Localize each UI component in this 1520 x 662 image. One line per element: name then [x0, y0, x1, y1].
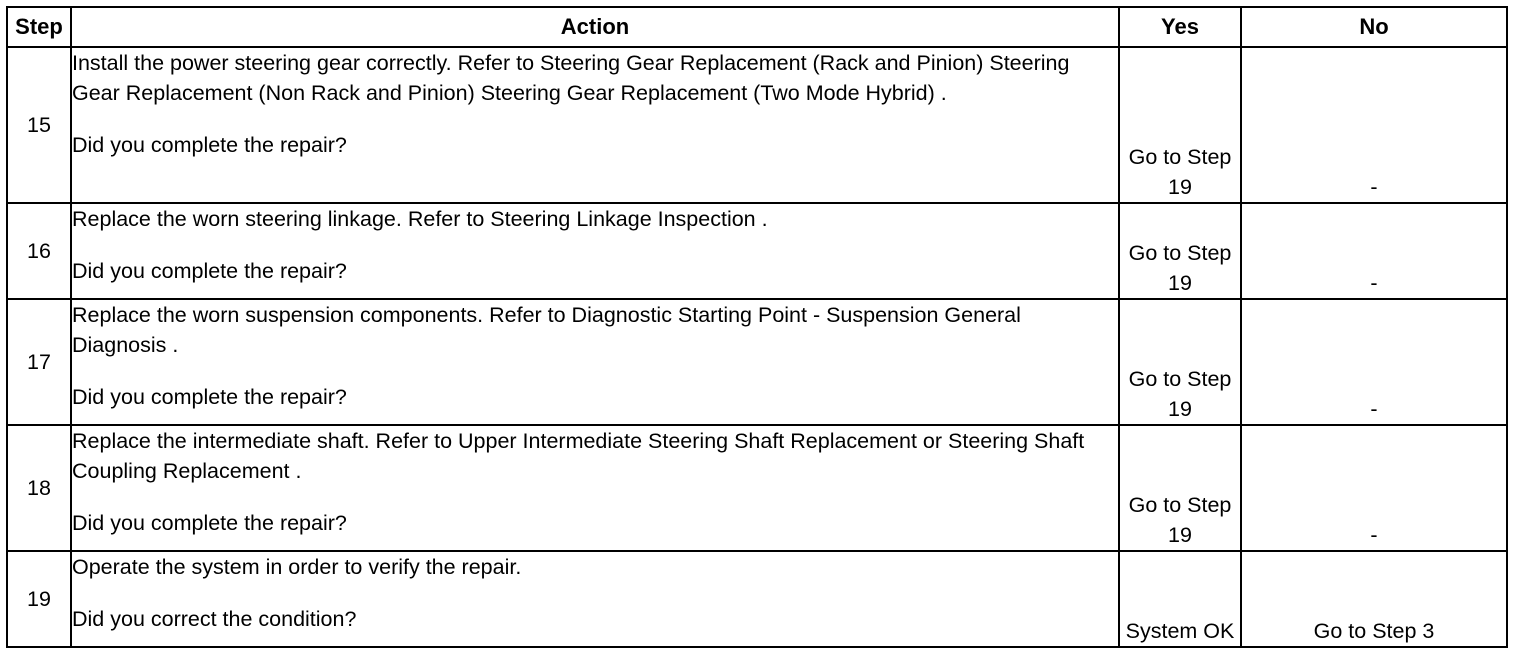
step-number: 16 [7, 203, 71, 299]
diagnostic-table [6, 6, 1508, 648]
no-result: - [1241, 203, 1507, 299]
yes-result: System OK [1119, 551, 1241, 647]
header-no: No [1241, 7, 1507, 47]
action-instruction: Install the power steering gear correctly. Refer to Steering Gear Replacement (Rack and Pinion) Steering Gear Replacement (Non Rack and Pinion) Steering Gear Replacement (Two Mode Hybrid) . [72, 51, 1070, 105]
header-yes: Yes [1119, 7, 1241, 47]
table-row [7, 299, 1507, 425]
action-cell [71, 551, 1119, 647]
step-number: 15 [7, 47, 71, 203]
action-question: Did you correct the condition? [72, 607, 357, 631]
step-number: 18 [7, 425, 71, 551]
action-cell [71, 47, 1119, 203]
no-result: Go to Step 3 [1241, 551, 1507, 647]
yes-result: Go to Step 19 [1119, 425, 1241, 551]
step-number: 17 [7, 299, 71, 425]
action-cell [71, 425, 1119, 551]
action-instruction: Replace the worn suspension components. Refer to Diagnostic Starting Point - Suspension General Diagnosis . [72, 303, 1021, 357]
action-instruction: Operate the system in order to verify the repair. [72, 555, 522, 579]
yes-result: Go to Step 19 [1119, 203, 1241, 299]
action-question: Did you complete the repair? [72, 133, 347, 157]
action-instruction: Replace the worn steering linkage. Refer to Steering Linkage Inspection . [72, 207, 768, 231]
yes-result: Go to Step 19 [1119, 47, 1241, 203]
table-row [7, 425, 1507, 551]
header-action: Action [71, 7, 1119, 47]
action-question: Did you complete the repair? [72, 511, 347, 535]
header-step: Step [7, 7, 71, 47]
action-cell [71, 203, 1119, 299]
table-header-row [7, 7, 1507, 47]
no-result: - [1241, 299, 1507, 425]
action-question: Did you complete the repair? [72, 385, 347, 409]
step-number: 19 [7, 551, 71, 647]
no-result: - [1241, 425, 1507, 551]
yes-result: Go to Step 19 [1119, 299, 1241, 425]
action-cell [71, 299, 1119, 425]
no-result: - [1241, 47, 1507, 203]
table-row [7, 203, 1507, 299]
table-row [7, 47, 1507, 203]
table-row [7, 551, 1507, 647]
action-instruction: Replace the intermediate shaft. Refer to Upper Intermediate Steering Shaft Replacement or Steering Shaft Coupling Replacement . [72, 429, 1085, 483]
action-question: Did you complete the repair? [72, 259, 347, 283]
